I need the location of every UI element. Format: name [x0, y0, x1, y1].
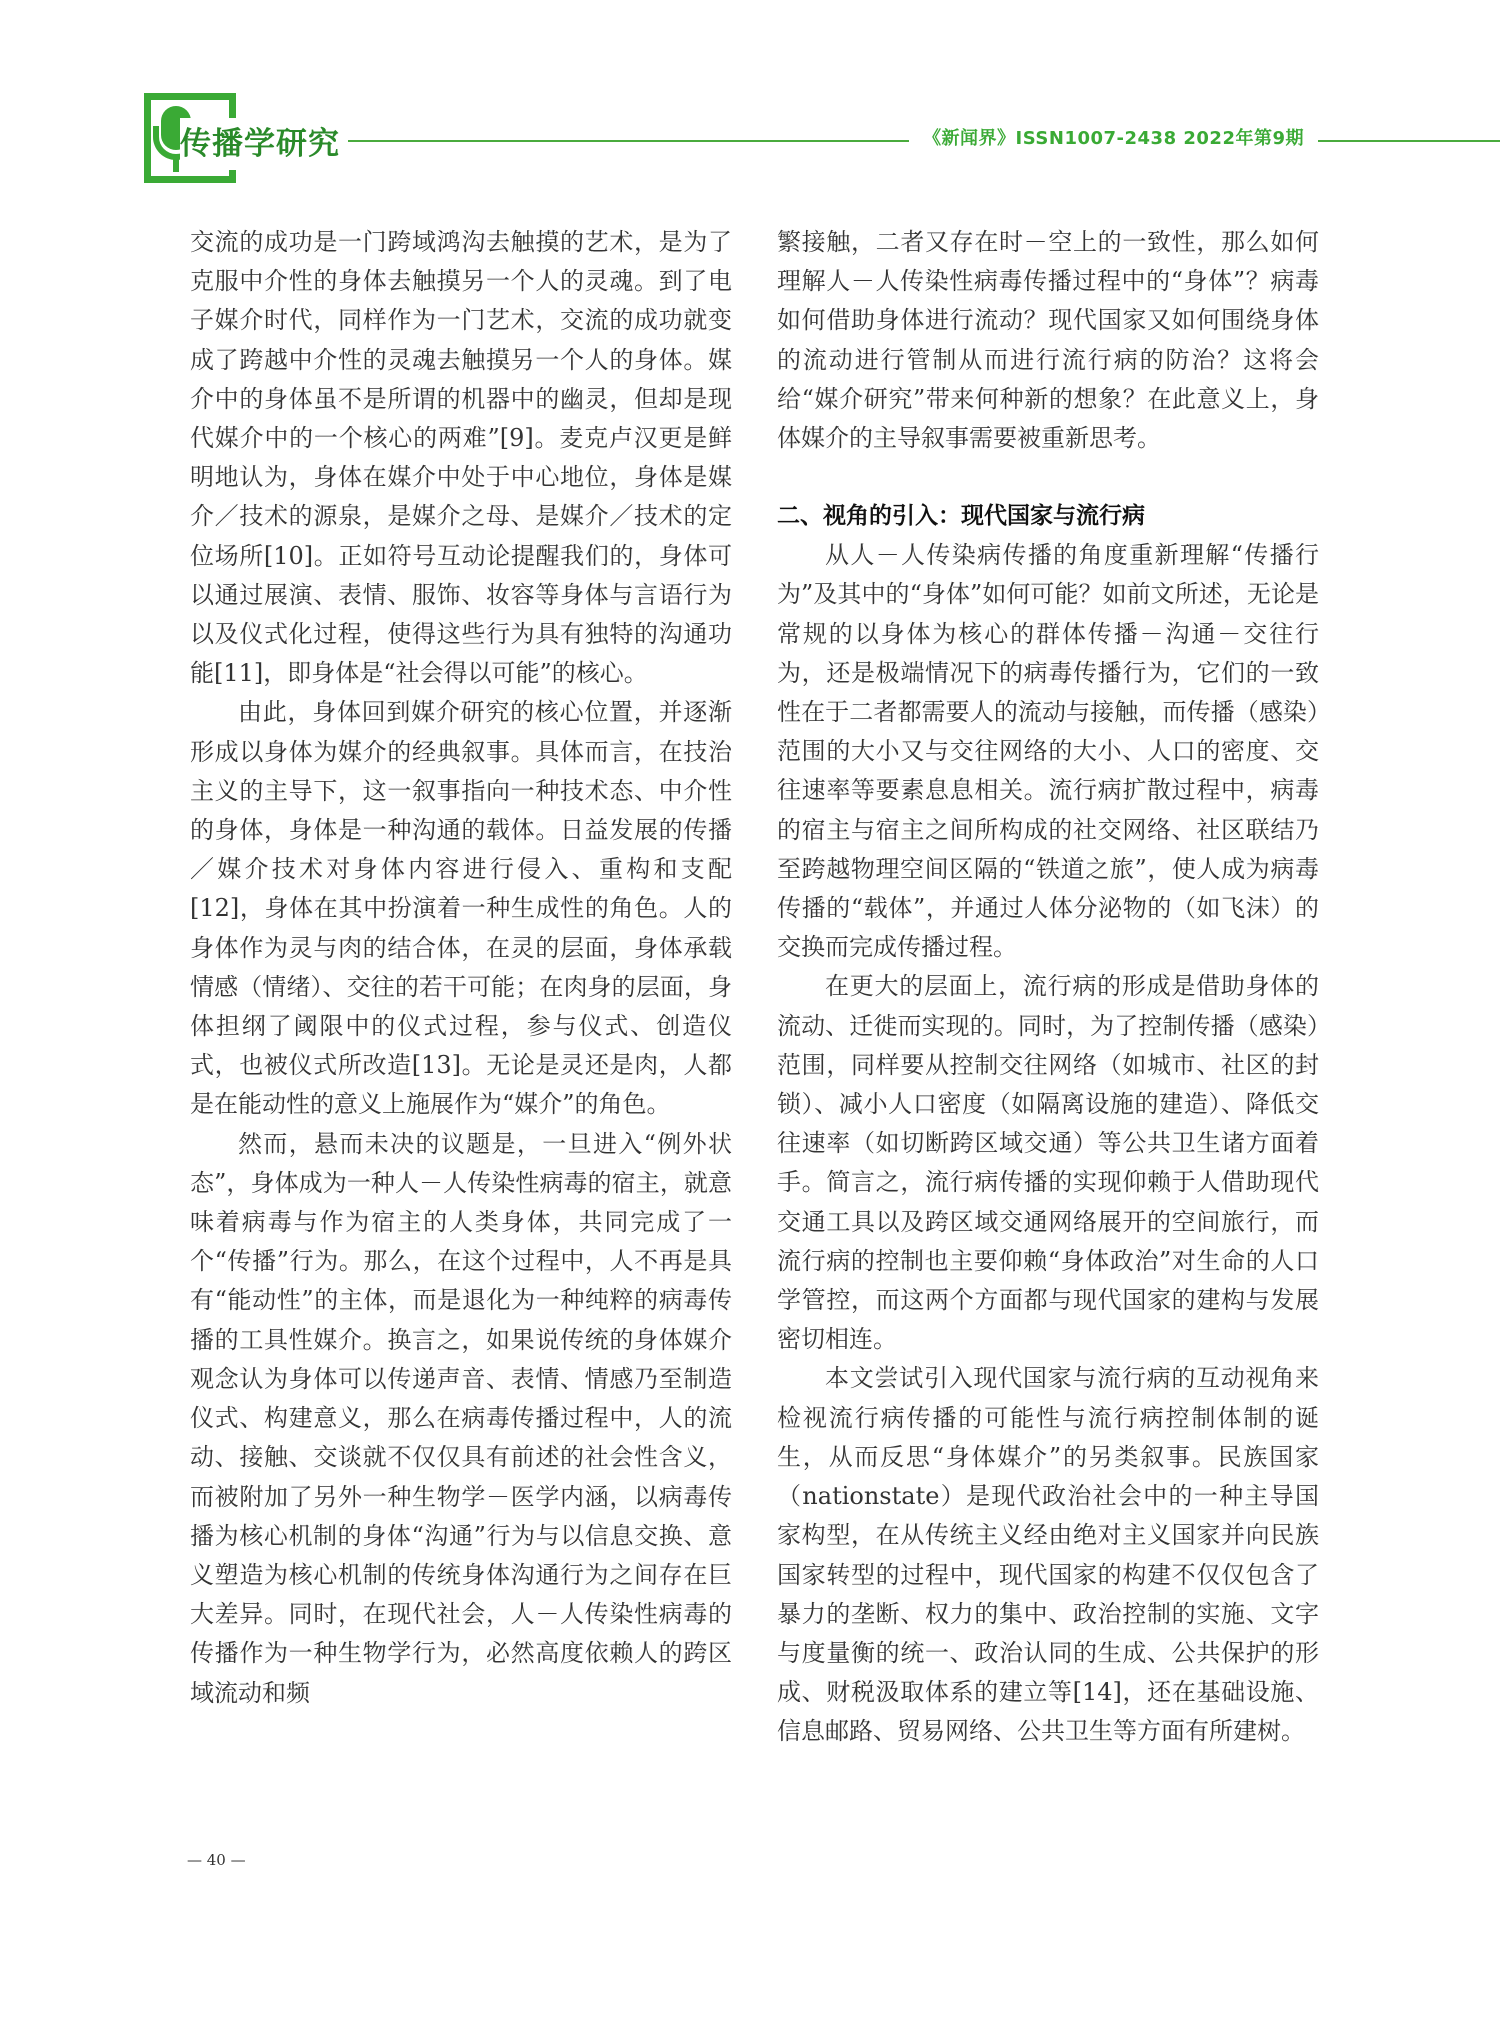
left-column	[190, 223, 732, 1713]
paragraph: 繁接触，二者又存在时－空上的一致性，那么如何理解人－人传染性病毒传播过程中的“身体”？病毒如何借助身体进行流动？现代国家又如何围绕身体的流动进行管制从而进行流行病的防治？这将会给“媒介研究”带来何种新的想象？在此意义上，身体媒介的主导叙事需要被重新思考。	[777, 228, 1319, 453]
journal-info: 《新闻界》ISSN1007-2438 2022年第9期	[909, 124, 1318, 150]
paragraph: 从人－人传染病传播的角度重新理解“传播行为”及其中的“身体”如何可能？如前文所述，无论是常规的以身体为核心的群体传播－沟通－交往行为，还是极端情况下的病毒传播行为，它们的一致性在于二者都需要人的流动与接触，而传播（感染）范围的大小又与交往网络的大小、人口的密度、交往速率等要素息息相关。流行病扩散过程中，病毒的宿主与宿主之间所构成的社交网络、社区联结乃至跨越物理空间区隔的“铁道之旅”，使人成为病毒传播的“载体”，并通过人体分泌物的（如飞沫）的交换而完成传播过程。	[777, 541, 1319, 962]
paragraph: 在更大的层面上，流行病的形成是借助身体的流动、迁徙而实现的。同时，为了控制传播（感染）范围，同样要从控制交往网络（如城市、社区的封锁）、减小人口密度（如隔离设施的建造）、降低交往速率（如切断跨区域交通）等公共卫生诸方面着手。简言之，流行病传播的实现仰赖于人借助现代交通工具以及跨区域交通网络展开的空间旅行，而流行病的控制也主要仰赖“身体政治”对生命的人口学管控，而这两个方面都与现代国家的建构与发展密切相连。	[777, 972, 1319, 1354]
section-heading: 二、视角的引入：现代国家与流行病	[777, 503, 1145, 530]
section-title: 传播学研究	[180, 118, 348, 163]
paragraph: 由此，身体回到媒介研究的核心位置，并逐渐形成以身体为媒介的经典叙事。具体而言，在技治主义的主导下，这一叙事指向一种技术态、中介性的身体，身体是一种沟通的载体。日益发展的传播／媒介技术对身体内容进行侵入、重构和支配[12]，身体在其中扮演着一种生成性的角色。人的身体作为灵与肉的结合体，在灵的层面，身体承载情感（情绪）、交往的若干可能；在肉身的层面，身体担纲了阈限中的仪式过程，参与仪式、创造仪式，也被仪式所改造[13]。无论是灵还是肉，人都是在能动性的意义上施展作为“媒介”的角色。	[190, 698, 732, 1119]
paragraph: 然而，悬而未决的议题是，一旦进入“例外状态”，身体成为一种人－人传染性病毒的宿主，就意味着病毒与作为宿主的人类身体，共同完成了一个“传播”行为。那么，在这个过程中，人不再是具有“能动性”的主体，而是退化为一种纯粹的病毒传播的工具性媒介。换言之，如果说传统的身体媒介观念认为身体可以传递声音、表情、情感乃至制造仪式、构建意义，那么在病毒传播过程中，人的流动、接触、交谈就不仅仅具有前述的社会性含义，而被附加了另外一种生物学－医学内涵，以病毒传播为核心机制的身体“沟通”行为与以信息交换、意义塑造为核心机制的传统身体沟通行为之间存在巨大差异。同时，在现代社会，人－人传染性病毒的传播作为一种生物学行为，必然高度依赖人的跨区域流动和频	[190, 1129, 732, 1707]
right-column	[777, 223, 1319, 1752]
paragraph: 交流的成功是一门跨域鸿沟去触摸的艺术，是为了克服中介性的身体去触摸另一个人的灵魂。到了电子媒介时代，同样作为一门艺术，交流的成功就变成了跨越中介性的灵魂去触摸另一个人的身体。媒介中的身体虽不是所谓的机器中的幽灵，但却是现代媒介中的一个核心的两难”[9]。麦克卢汉更是鲜明地认为，身体在媒介中处于中心地位，身体是媒介／技术的源泉，是媒介之母、是媒介／技术的定位场所[10]。正如符号互动论提醒我们的，身体可以通过展演、表情、服饰、妆容等身体与言语行为以及仪式化过程，使得这些行为具有独特的沟通功能[11]，即身体是“社会得以可能”的核心。	[190, 228, 732, 688]
page-number: — 40 —	[187, 1851, 246, 1869]
paragraph: 本文尝试引入现代国家与流行病的互动视角来检视流行病传播的可能性与流行病控制体制的诞生，从而反思“身体媒介”的另类叙事。民族国家（nationstate）是现代政治社会中的一种主导国家构型，在从传统主义经由绝对主义国家并向民族国家转型的过程中，现代国家的构建不仅仅包含了暴力的垄断、权力的集中、政治控制的实施、文字与度量衡的统一、政治认同的生成、公共保护的形成、财税汲取体系的建立等[14]，还在基础设施、信息邮路、贸易网络、公共卫生等方面有所建树。	[777, 1364, 1319, 1746]
